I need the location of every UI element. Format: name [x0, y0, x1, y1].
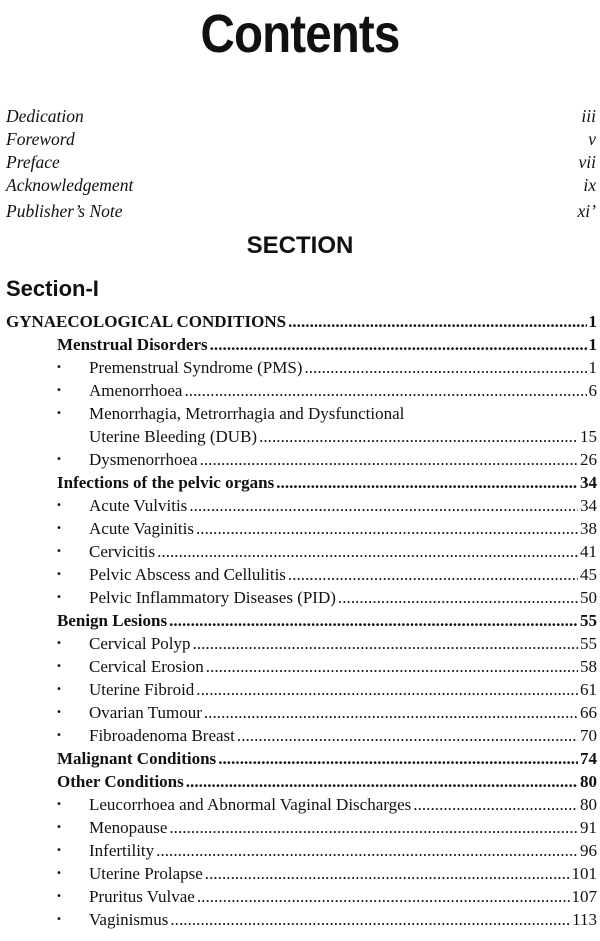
dot-leader [200, 448, 578, 471]
entry-page-number: v [588, 129, 596, 149]
front-matter-item[interactable] [6, 128, 596, 151]
toc-topic-entry[interactable] [89, 517, 597, 540]
entry-label: Acute Vaginitis [89, 519, 194, 538]
entry-page-number: 91 [580, 818, 597, 837]
entry-page-number: 38 [580, 519, 597, 538]
entry-label: Benign Lesions [57, 611, 168, 630]
entry-label: Menopause [89, 818, 168, 837]
toc-topic-entry[interactable] [89, 448, 597, 471]
bullet-icon: • [56, 799, 62, 810]
bullet-icon: • [56, 684, 62, 695]
toc-topic-entry[interactable] [89, 724, 597, 747]
entry-page-number: 50 [580, 588, 597, 607]
entry-label: Leucorrhoea and Abnormal Vaginal Discharges [89, 795, 412, 814]
dot-leader [196, 517, 578, 540]
entry-page-number: 70 [580, 726, 597, 745]
dot-leader [157, 540, 578, 563]
entry-label: Cervical Polyp [89, 634, 191, 653]
entry-page-number: 80 [580, 795, 597, 814]
entry-label: Dysmenorrhoea [89, 450, 198, 469]
entry-page-number: 34 [580, 473, 597, 492]
entry-page-number: 101 [571, 864, 597, 883]
entry-label: Pruritus Vulvae [89, 887, 195, 906]
front-matter-item[interactable] [6, 151, 596, 174]
entry-page-number: 15 [580, 427, 597, 446]
bullet-icon: • [56, 385, 62, 396]
entry-page-number: 1 [588, 335, 597, 354]
toc-topic-entry[interactable] [89, 885, 597, 908]
dot-leader [169, 609, 578, 632]
bullet-icon: • [56, 523, 62, 534]
bullet-icon: • [56, 914, 62, 925]
entry-label: Foreword [6, 129, 75, 149]
toc-topic-entry[interactable] [89, 540, 597, 563]
entry-label: Cervicitis [89, 542, 156, 561]
entry-page-number: 55 [580, 611, 597, 630]
bullet-icon: • [56, 362, 62, 373]
dot-leader [413, 793, 578, 816]
entry-page-number: 113 [572, 910, 597, 929]
dot-leader [206, 655, 578, 678]
dot-leader [189, 494, 578, 517]
dot-leader [338, 586, 578, 609]
toc-topic-entry[interactable] [89, 793, 597, 816]
entry-page-number: 6 [588, 381, 597, 400]
entry-page-number: 55 [580, 634, 597, 653]
entry-label: Malignant Conditions [57, 749, 217, 768]
bullet-icon: • [56, 868, 62, 879]
dot-leader [276, 471, 578, 494]
bullet-icon: • [56, 500, 62, 511]
entry-label: Pelvic Abscess and Cellulitis [89, 565, 286, 584]
entry-page-number: 1 [588, 312, 597, 331]
dot-leader [218, 747, 578, 770]
entry-label: Vaginismus [89, 910, 169, 929]
toc-topic-entry[interactable] [89, 563, 597, 586]
toc-topic-entry[interactable] [89, 862, 597, 885]
entry-label: Ovarian Tumour [89, 703, 202, 722]
dot-leader [304, 356, 586, 379]
dot-leader [288, 310, 586, 333]
toc-topic-entry[interactable] [89, 356, 597, 379]
entry-label: Uterine Prolapse [89, 864, 203, 883]
entry-page-number: iii [581, 106, 596, 126]
entry-label: Acute Vulvitis [89, 496, 188, 515]
toc-part-entry[interactable] [6, 310, 597, 333]
toc-chapter-entry[interactable] [57, 747, 597, 770]
entry-page-number: 66 [580, 703, 597, 722]
toc-chapter-entry[interactable] [57, 609, 597, 632]
entry-label: Preface [6, 152, 60, 172]
toc-topic-entry[interactable] [89, 816, 597, 839]
dot-leader [210, 333, 587, 356]
entry-page-number: xi’ [577, 201, 596, 221]
bullet-icon: • [56, 638, 62, 649]
dot-leader [186, 770, 578, 793]
bullet-icon: • [56, 707, 62, 718]
toc-topic-entry-line[interactable]: Menorrhagia, Metrorrhagia and Dysfunctional [89, 404, 405, 423]
toc-topic-entry[interactable] [89, 425, 597, 448]
front-matter-item[interactable] [6, 105, 596, 128]
front-matter-item[interactable] [6, 200, 596, 223]
entry-page-number: 107 [571, 887, 597, 906]
entry-page-number: 26 [580, 450, 597, 469]
toc-topic-entry[interactable] [89, 586, 597, 609]
dot-leader [169, 816, 578, 839]
dot-leader [193, 632, 578, 655]
toc-topic-entry[interactable] [89, 655, 597, 678]
toc-chapter-entry[interactable] [57, 471, 597, 494]
entry-page-number: ix [583, 175, 596, 195]
entry-page-number: 45 [580, 565, 597, 584]
entry-label: Amenorrhoea [89, 381, 183, 400]
front-matter-item[interactable] [6, 174, 596, 197]
page-title: Contents [200, 4, 400, 64]
dot-leader [197, 885, 570, 908]
entry-label: Premenstrual Syndrome (PMS) [89, 358, 303, 377]
bullet-icon: • [56, 408, 62, 419]
entry-label: GYNAECOLOGICAL CONDITIONS [6, 312, 287, 331]
toc-topic-entry[interactable] [89, 494, 597, 517]
section-heading: SECTION [246, 232, 354, 259]
entry-page-number: 41 [580, 542, 597, 561]
entry-label: Fibroadenoma Breast [89, 726, 235, 745]
toc-topic-entry[interactable] [89, 632, 597, 655]
bullet-icon: • [56, 569, 62, 580]
section-name: Section-I [6, 276, 99, 301]
dot-leader [204, 701, 578, 724]
entry-page-number: 74 [580, 749, 597, 768]
entry-page-number: 1 [588, 358, 597, 377]
entry-label: Dedication [6, 106, 84, 126]
toc-topic-entry[interactable] [89, 839, 597, 862]
entry-label: Cervical Erosion [89, 657, 204, 676]
bullet-icon: • [56, 454, 62, 465]
toc-topic-entry[interactable] [89, 678, 597, 701]
entry-label: Pelvic Inflammatory Diseases (PID) [89, 588, 336, 607]
entry-label: Uterine Fibroid [89, 680, 195, 699]
dot-leader [237, 724, 578, 747]
entry-page-number: 58 [580, 657, 597, 676]
entry-page-number: 80 [580, 772, 597, 791]
dot-leader [205, 862, 570, 885]
entry-page-number: 96 [580, 841, 597, 860]
dot-leader [259, 425, 578, 448]
bullet-icon: • [56, 661, 62, 672]
bullet-icon: • [56, 592, 62, 603]
toc-chapter-entry[interactable] [57, 333, 597, 356]
entry-page-number: 61 [580, 680, 597, 699]
entry-label: Publisher’s Note [6, 201, 123, 221]
entry-label: Acknowledgement [6, 175, 134, 195]
entry-page-number: vii [578, 152, 596, 172]
bullet-icon: • [56, 891, 62, 902]
bullet-icon: • [56, 822, 62, 833]
entry-label: Menstrual Disorders [57, 335, 208, 354]
dot-leader [184, 379, 586, 402]
entry-label: Other Conditions [57, 772, 184, 791]
bullet-icon: • [56, 730, 62, 741]
toc-topic-entry[interactable] [89, 701, 597, 724]
bullet-icon: • [56, 845, 62, 856]
entry-label: Infections of the pelvic organs [57, 473, 275, 492]
dot-leader [288, 563, 578, 586]
dot-leader [196, 678, 578, 701]
toc-chapter-entry[interactable] [57, 770, 597, 793]
entry-label: Infertility [89, 841, 155, 860]
entry-label: Uterine Bleeding (DUB) [89, 427, 258, 446]
dot-leader [156, 839, 578, 862]
bullet-icon: • [56, 546, 62, 557]
toc-topic-entry[interactable] [89, 379, 597, 402]
entry-page-number: 34 [580, 496, 597, 515]
dot-leader [170, 908, 570, 931]
toc-topic-entry[interactable] [89, 908, 597, 931]
